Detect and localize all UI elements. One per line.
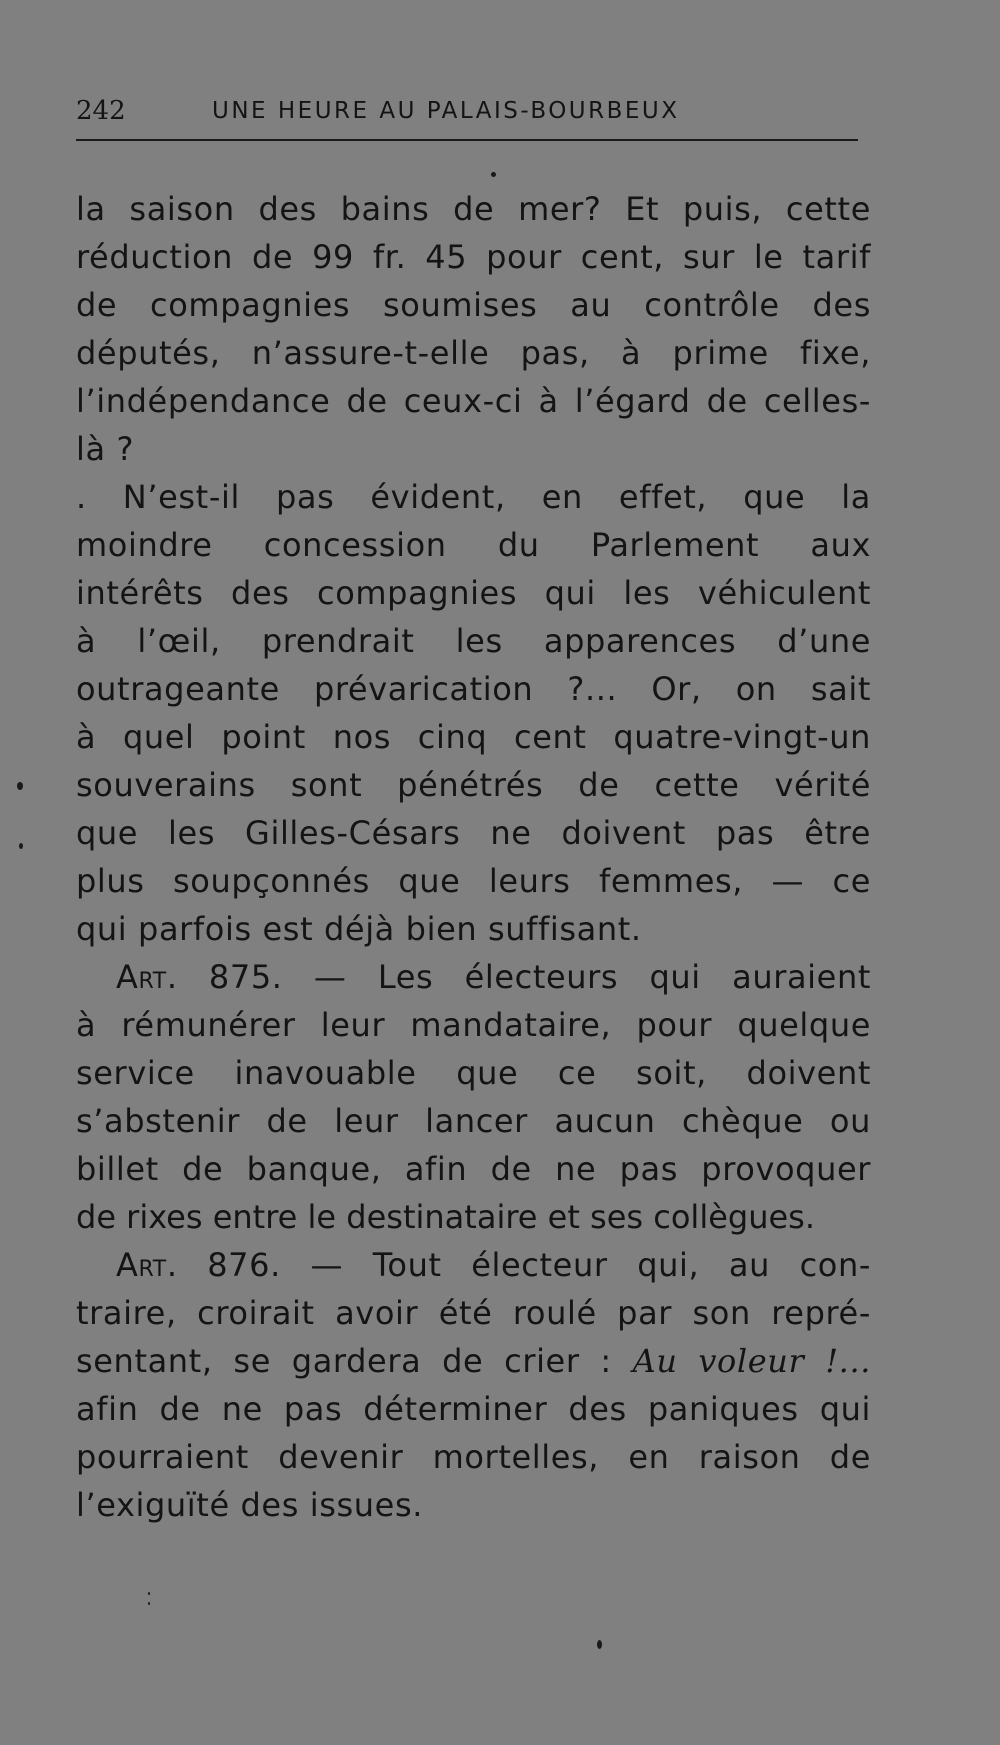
italic-phrase: Au voleur !...	[632, 1342, 871, 1380]
article-label: Art.	[116, 958, 178, 996]
text-line: . N’est-il pas évident, en effet, que la	[76, 478, 871, 516]
text-line: députés, n’assure-t-elle pas, à prime fixe,	[76, 334, 871, 372]
article-876-line	[76, 1241, 871, 1289]
text-line: l’indépendance de ceux-ci à l’égard de celles-	[76, 382, 871, 420]
scan-speck	[19, 843, 23, 849]
scan-speck	[148, 1592, 150, 1595]
scan-speck	[17, 782, 23, 790]
text-line: à quel point nos cinq cent quatre-vingt-un	[76, 718, 871, 756]
text-line: moindre concession du Parlement aux	[76, 526, 871, 564]
text-line: à l’œil, prendrait les apparences d’une	[76, 622, 871, 660]
scan-speck	[148, 1602, 150, 1605]
page-number: 242	[76, 96, 126, 126]
text-line: intérêts des compagnies qui les véhiculent	[76, 574, 871, 612]
text-fragment: sentant, se gardera de crier :	[76, 1342, 612, 1380]
article-875-text: 875. — Les électeurs qui auraient	[208, 958, 871, 996]
text-line: outrageante prévarication ?... Or, on sait	[76, 670, 871, 708]
text-line: afin de ne pas déterminer des paniques qui	[76, 1390, 871, 1428]
text-line: là ?	[76, 430, 135, 468]
text-line: souverains sont pénétrés de cette vérité	[76, 766, 871, 804]
text-line: traire, croirait avoir été roulé par son repré-	[76, 1294, 871, 1332]
article-876-text: 876. — Tout électeur qui, au con-	[207, 1246, 871, 1284]
text-line: réduction de 99 fr. 45 pour cent, sur le tarif	[76, 238, 871, 276]
text-line: la saison des bains de mer? Et puis, cette	[76, 190, 871, 228]
text-line: billet de banque, afin de ne pas provoquer	[76, 1150, 871, 1188]
header-rule	[76, 139, 858, 141]
article-label: Art.	[116, 1246, 178, 1284]
article-875-line	[76, 953, 871, 1001]
scan-speck	[597, 1640, 602, 1649]
body-text	[76, 185, 871, 1529]
text-line: s’abstenir de leur lancer aucun chèque ou	[76, 1102, 871, 1140]
running-title: UNE HEURE AU PALAIS-BOURBEUX	[212, 98, 680, 124]
text-line: qui parfois est déjà bien suffisant.	[76, 910, 642, 948]
text-line-with-italic	[76, 1337, 871, 1385]
text-line: pourraient devenir mortelles, en raison de	[76, 1438, 871, 1476]
scan-speck	[491, 172, 496, 177]
text-line: de compagnies soumises au contrôle des	[76, 286, 871, 324]
page-header	[76, 96, 856, 136]
text-line: plus soupçonnés que leurs femmes, — ce	[76, 862, 871, 900]
text-line: l’exiguïté des issues.	[76, 1486, 423, 1524]
text-line: que les Gilles-Césars ne doivent pas être	[76, 814, 871, 852]
text-line: de rixes entre le destinataire et ses collègues.	[76, 1198, 816, 1236]
text-line: service inavouable que ce soit, doivent	[76, 1054, 871, 1092]
text-line: à rémunérer leur mandataire, pour quelque	[76, 1006, 871, 1044]
